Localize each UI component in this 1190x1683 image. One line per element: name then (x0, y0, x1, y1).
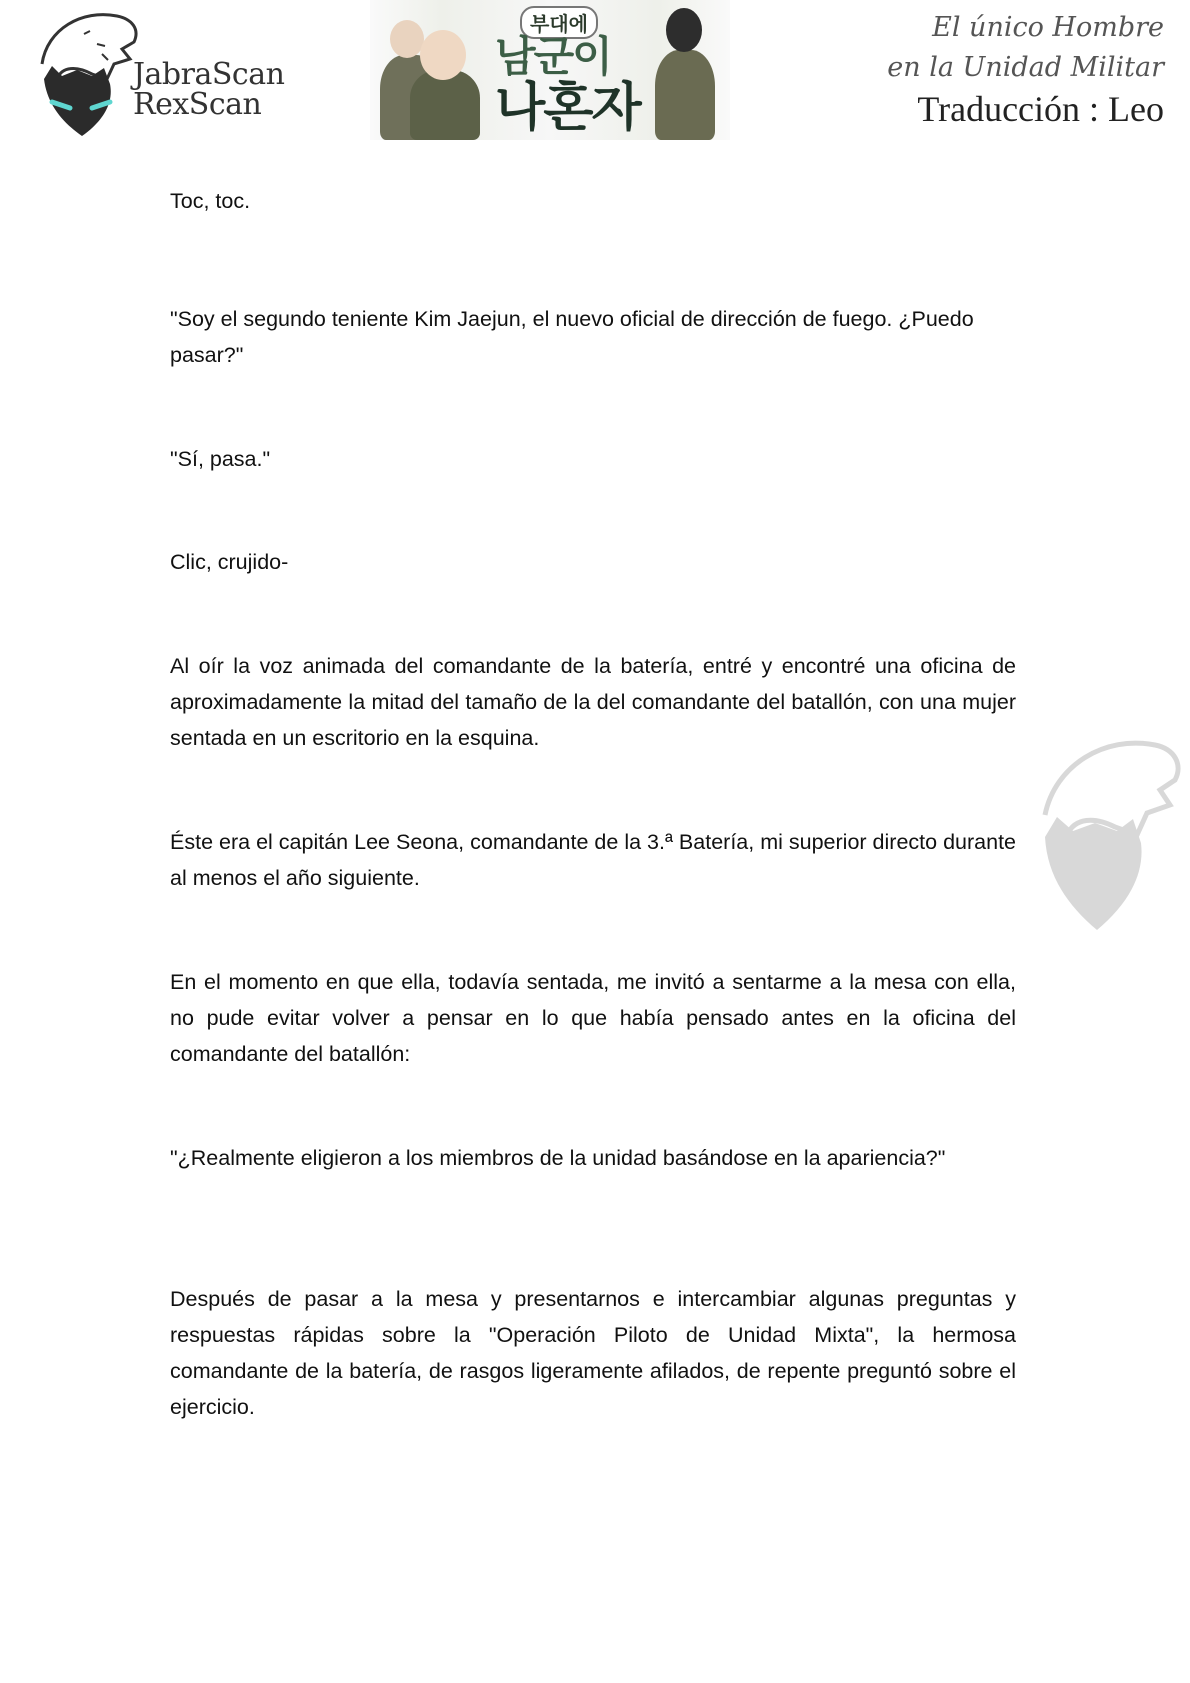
banner-figure-head (390, 20, 424, 58)
paragraph: Éste era el capitán Lee Seona, comandante de la 3.ª Batería, mi superior directo durante al menos el año siguiente. (170, 830, 1016, 890)
banner-figure-female-officer (655, 50, 715, 140)
brand-line-1: JabraScan (133, 57, 285, 92)
series-banner (370, 0, 730, 140)
paragraph: Toc, toc. (170, 189, 251, 213)
brand-name (133, 57, 285, 122)
paragraph: "¿Realmente eligieron a los miembros de la unidad basándose en la apariencia?" (170, 1146, 946, 1170)
series-title (887, 8, 1164, 88)
series-title-line-2: en la Unidad Militar (887, 52, 1164, 83)
banner-title-line-1: 남군이 (495, 32, 611, 81)
paragraph: Después de pasar a la mesa y presentarnos e intercambiar algunas preguntas y respuestas rápidas sobre la "Operación Piloto de Unidad Mixta", la hermosa comandante de la batería, de rasgos ligeramente afilados, de repente preguntó sobre el ejercicio. (170, 1287, 1016, 1419)
series-title-line-1: El único Hombre (932, 12, 1164, 43)
paragraph: Clic, crujido- (170, 550, 289, 574)
banner-figure-hair (666, 8, 702, 52)
banner-figure-head (420, 30, 466, 80)
dinosaur-skull-watermark-icon (1015, 725, 1185, 940)
paragraph: En el momento en que ella, todavía sentada, me invitó a sentarme a la mesa con ella, no pude evitar volver a pensar en lo que había pensado antes en la oficina del comandante del batallón: (170, 970, 1016, 1066)
dinosaur-skull-logo-icon (22, 4, 142, 142)
paragraph: "Sí, pasa." (170, 447, 271, 471)
banner-title-small: 부대에 (520, 6, 598, 39)
paragraph: Al oír la voz animada del comandante de la batería, entré y encontré una oficina de aproximadamente la mitad del tamaño de la del comandante del batallón, con una mujer sentada en un escritorio en la esquina. (170, 654, 1016, 750)
translator-credit: Traducción : Leo (917, 89, 1164, 129)
page-header (0, 0, 1190, 150)
banner-figure-soldier-front (410, 70, 480, 140)
brand-line-2: RexScan (133, 87, 262, 122)
paragraph: "Soy el segundo teniente Kim Jaejun, el nuevo oficial de dirección de fuego. ¿Puedo pasar?" (170, 307, 974, 367)
banner-title-line-2: 나혼자 (495, 78, 640, 138)
